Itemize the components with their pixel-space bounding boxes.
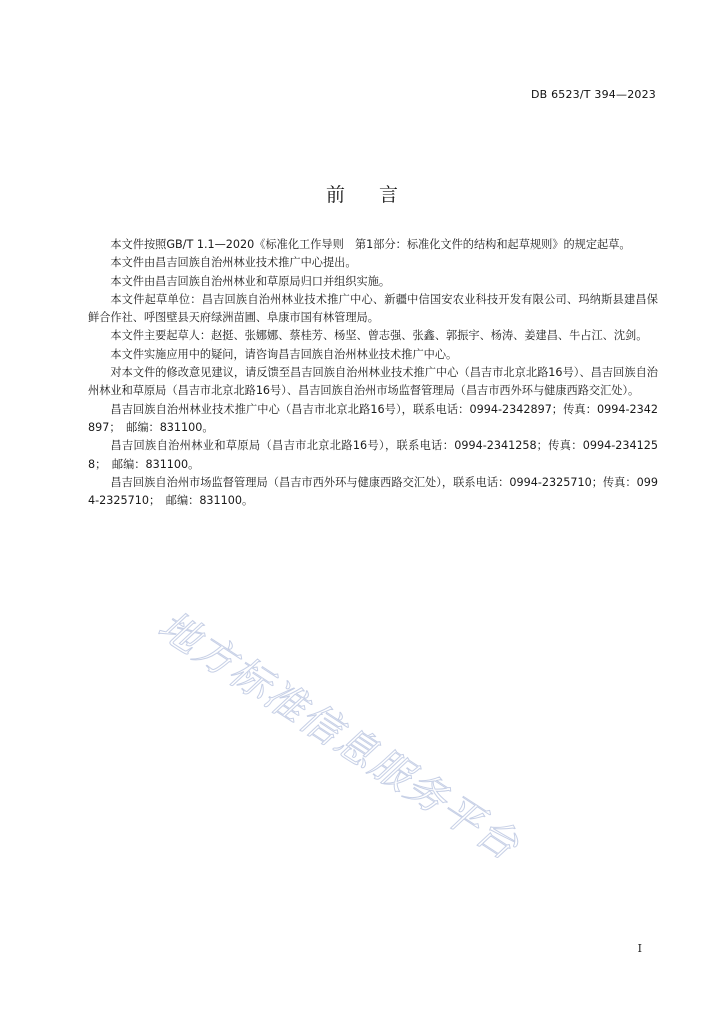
watermark: 地方标准信息服务平台 [150, 602, 528, 870]
paragraph-drafting-units: 本文件起草单位：昌吉回族自治州林业技术推广中心、新疆中信国安农业科技开发有限公司、玛纳斯县建昌保鲜合作社、呼图壁县天府绿洲苗圃、阜康市国有林管理局。 [88, 292, 658, 325]
paragraph-contact-forestry-bureau: 昌吉回族自治州林业和草原局（昌吉市北京北路16号），联系电话：0994-2341258；传真：0994-2341258； 邮编：831100。 [88, 439, 658, 471]
document-code: DB 6523/T 394—2023 [530, 88, 656, 101]
page-title: 前言 [325, 184, 432, 206]
paragraph-feedback: 对本文件的修改意见建议，请反馈至昌吉回族自治州林业技术推广中心（昌吉市北京北路16号）、昌吉回族自治州林业和草原局（昌吉市北京北路16号）、昌吉回族自治州市场监督管理局（昌吉市西外环与健康西路交汇处）。 [88, 366, 658, 398]
paragraph-contact-market-bureau: 昌吉回族自治州市场监督管理局（昌吉市西外环与健康西路交汇处），联系电话：0994-2325710；传真：0994-2325710； 邮编：831100。 [88, 475, 658, 508]
paragraph-contact-forestry-center: 昌吉回族自治州林业技术推广中心（昌吉市北京北路16号），联系电话：0994-2342897；传真：0994-2342897； 邮编：831100。 [88, 402, 658, 434]
paragraph-inquiries: 本文件实施应用中的疑问，请咨询昌吉回族自治州林业技术推广中心。 [110, 347, 458, 361]
page-number: I [637, 942, 642, 955]
paragraph-administrator: 本文件由昌吉回族自治州林业和草原局归口并组织实施。 [110, 274, 391, 288]
paragraph-drafters: 本文件主要起草人：赵挺、张娜娜、蔡桂芳、杨坚、曾志强、张鑫、郭振宇、杨涛、姜建昌、牛占江、沈剑。 [110, 329, 648, 343]
paragraph-proposer: 本文件由昌吉回族自治州林业技术推广中心提出。 [110, 256, 357, 270]
preface-body [88, 236, 658, 510]
paragraph-drafting-rules: 本文件按照GB/T 1.1—2020《标准化工作导则 第1部分：标准化文件的结构和起草规则》的规定起草。 [110, 238, 631, 251]
